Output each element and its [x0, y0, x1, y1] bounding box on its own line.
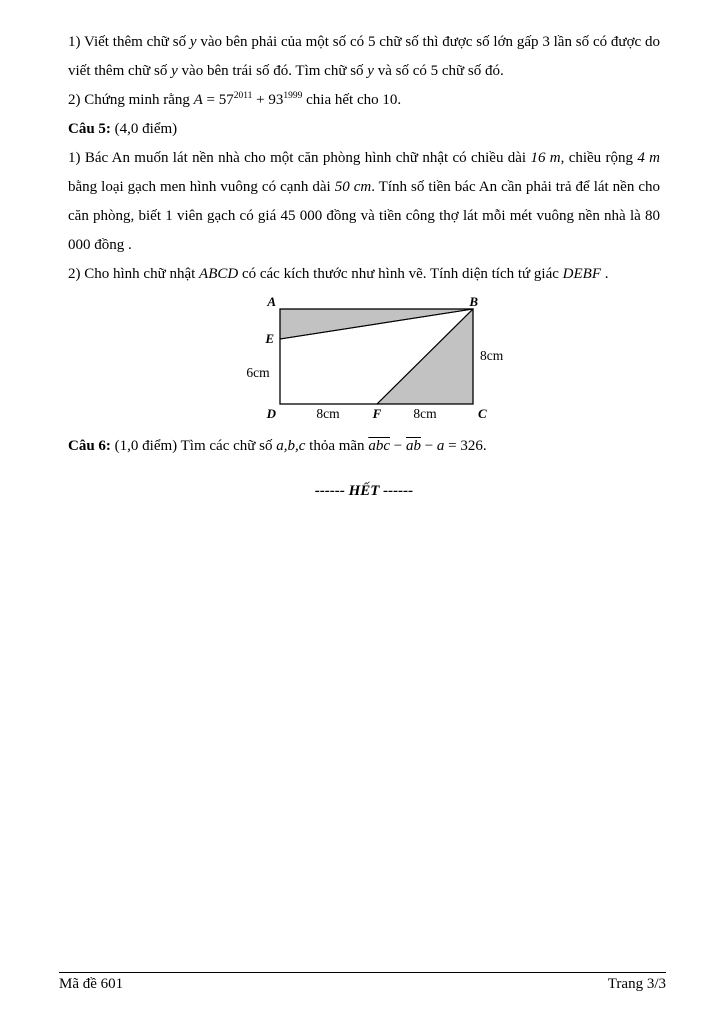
text-run: và số có 5 chữ số đó.: [373, 63, 504, 79]
text-run: 2) Cho hình chữ nhật: [68, 266, 200, 282]
text-run: .: [601, 266, 609, 282]
point-label-e: E: [265, 331, 274, 346]
end-marker: ------ HẾT ------: [314, 483, 414, 499]
dimension-left-6cm: 6cm: [246, 365, 270, 380]
question-points: (4,0 điểm): [110, 121, 178, 137]
problem-4-part1: [68, 28, 660, 86]
question-5-heading: [68, 115, 660, 144]
point-label-c: C: [478, 406, 487, 421]
figure-svg: [240, 295, 520, 430]
text-run: .: [482, 438, 487, 454]
math-operator: −: [389, 438, 406, 454]
math-variable-y: y: [189, 34, 197, 50]
text-run: (1,0 điểm) Tìm các chữ số: [110, 438, 277, 454]
math-variable-y: y: [171, 63, 178, 79]
math-expression: + 93: [252, 92, 284, 108]
problem-4-part2: [68, 86, 660, 115]
dimension-bottom-left-8cm: 8cm: [316, 406, 340, 421]
text-run: có các kích thước như hình vẽ. Tính diện tích tứ giác: [238, 266, 563, 282]
problem-5-part1: [68, 144, 660, 260]
geometry-figure: [240, 295, 520, 430]
math-variables-abc: a,b,c: [276, 438, 306, 454]
math-variable-y: y: [367, 63, 374, 79]
math-measure: 50 cm: [334, 179, 372, 195]
dimension-bottom-right-8cm: 8cm: [413, 406, 437, 421]
text-run: bằng loại gạch men hình vuông có cạnh dài: [68, 179, 335, 195]
text-run: vào bên trái số đó. Tìm chữ số: [177, 63, 368, 79]
math-variable-abcd: ABCD: [199, 266, 239, 282]
math-overline-abc: $\overline{abc}$: [368, 438, 390, 454]
math-operator: −: [420, 438, 437, 454]
text-run: 1) Bác An muốn lát nền nhà cho một căn phòng hình chữ nhật có chiều dài: [68, 150, 531, 166]
math-variable-A: A: [193, 92, 203, 108]
exam-content: [68, 28, 660, 506]
math-exponent: 2011: [233, 91, 253, 101]
math-overline-ab: $\overline{ab}$: [405, 438, 421, 454]
text-run: thỏa mãn: [305, 438, 369, 454]
question-6: [68, 432, 660, 461]
point-label-d: D: [266, 406, 276, 421]
text-run: 1) Viết thêm chữ số: [68, 34, 190, 50]
text-run: 2) Chứng minh rằng: [68, 92, 194, 108]
page-number: Trang 3/3: [607, 976, 666, 992]
math-variable-debf: DEBF: [562, 266, 601, 282]
text-run: . Tính số tiền bác An cần phải trả để lát nền cho căn phòng, biết 1 viên gạch có giá 45 000 đồng và tiền công thợ lát mỗi mét vuông nền nhà là 80 000 đồng .: [68, 179, 660, 253]
text-run: vào bên phải của một số có 5 chữ số thì được số lớn gấp 3 lần số có được do viết thêm chữ số: [68, 34, 660, 79]
math-exponent: 1999: [283, 91, 303, 101]
math-expression: = 326: [444, 438, 483, 454]
math-variable-a: a: [436, 438, 445, 454]
problem-5-part2: [68, 260, 660, 289]
math-measure: 4 m: [637, 150, 660, 166]
dimension-right-8cm: 8cm: [480, 348, 504, 363]
point-label-a: A: [267, 295, 276, 309]
math-expression: = 57: [202, 92, 234, 108]
page-footer: [59, 972, 666, 993]
text-run: chia hết cho 10.: [302, 92, 402, 108]
point-label-f: F: [372, 406, 382, 421]
point-label-b: B: [469, 295, 478, 309]
math-measure: 16 m: [530, 150, 561, 166]
question-label: Câu 6:: [68, 438, 111, 454]
text-run: , chiều rộng: [560, 150, 638, 166]
exam-code: Mã đề 601: [59, 976, 124, 992]
question-label: Câu 5:: [68, 121, 111, 137]
